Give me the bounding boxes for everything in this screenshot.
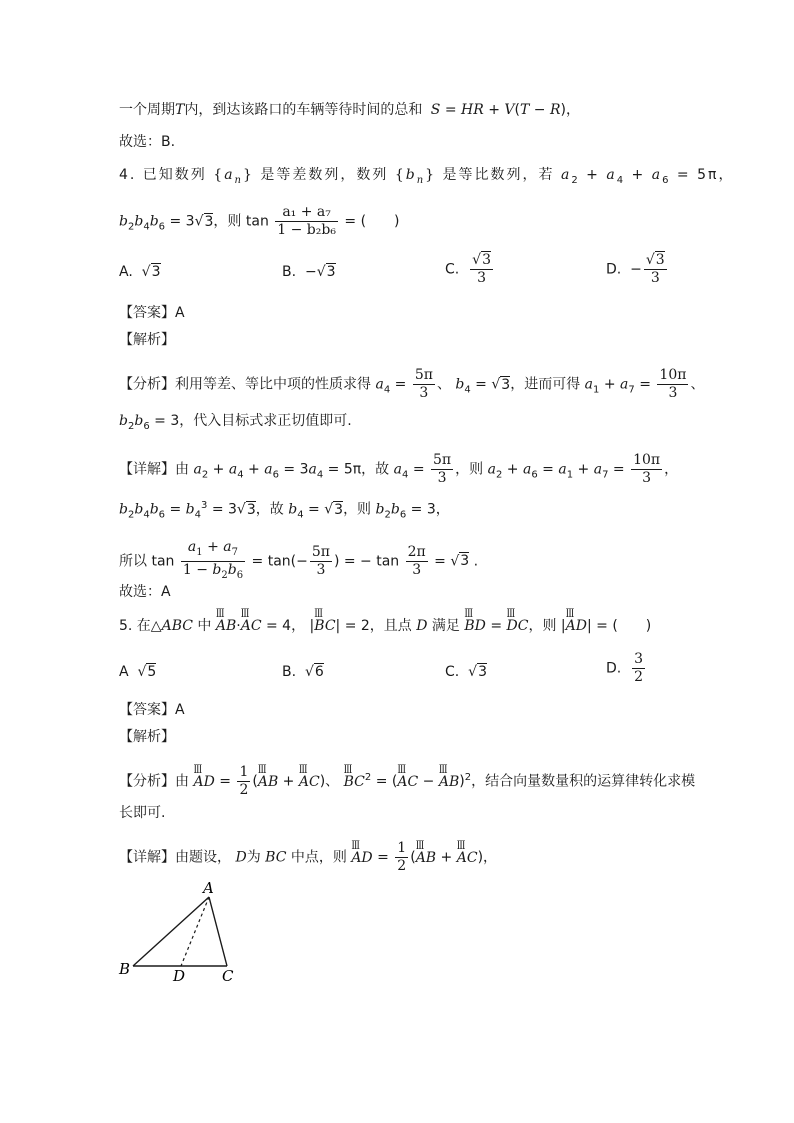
label-b: B <box>119 960 131 978</box>
q4-option-d: D. − $\frac{√3}{3}$ <box>606 252 665 286</box>
q5-analysis-tag: 【解析】 <box>119 729 175 745</box>
q4-xiangjie-line3: 所以 tan $\frac{a_1 + a_7}{1 - b_2b_6}$ = tan(− $\frac{5\pi}{3}$ ) = − tan $\frac{2\pi}{3}$ = √3 . <box>119 539 479 581</box>
q4-fenxi-line2: $b_2b_6 = 3$，代入目标式求正切值即可. <box>119 413 352 432</box>
q4-option-a: A. √3 <box>119 264 161 280</box>
q4-option-b: B. −√3 <box>282 264 336 280</box>
q4-answer-line: 【答案】A <box>119 305 185 321</box>
q5-option-a: A √5 <box>119 664 157 680</box>
median-ad <box>181 897 209 966</box>
prev-conclusion-line: 一个周期T内，到达该路口的车辆等待时间的总和 S = HR + V(T − R)， <box>119 102 581 118</box>
q5-fenxi-line2: 长即可. <box>119 805 166 821</box>
q4-stem-line2: $b_2b_4b_6 = 3√3$，则 tan $\frac{\text{a₁ + a₇}}{\text{1 − b₂b₆}}$ = ( ) <box>119 204 400 238</box>
q4-analysis-tag: 【解析】 <box>119 332 175 348</box>
q4-stem-line1: 4. 已知数列 $\{a_n\}$ 是等差数列，数列 $\{b_n\}$ 是等比数列，若 $a_2 + a_4 + a_6 = 5\pi$， <box>119 167 735 186</box>
q4-option-c: C. $\frac{√3}{3}$ <box>445 252 491 286</box>
q4-xiangjie-line2: $b_2b_4b_6 = b_4^3 = 3√3$，故 $b_4 = √3$，则 $b_2b_6 = 3$， <box>119 500 450 521</box>
prev-choose-line: 故选：B. <box>119 134 176 150</box>
q5-option-c: C. √3 <box>445 664 487 680</box>
q5-fenxi-line1: 【分析】由 ꟾꟾꟾ AD = $\frac{1}{2}$ (ꟾꟾꟾ AB + ꟾꟾꟾ AC)、 ꟾꟾꟾ $BC^2$ = (ꟾꟾꟾ AC − ꟾꟾꟾ AB)$^2$，结合向量数量积的运算律转化求模 <box>119 764 695 799</box>
q5-answer-line: 【答案】A <box>119 702 185 718</box>
label-c: C <box>222 967 234 985</box>
label-a: A <box>203 879 214 897</box>
q5-option-d: D. $\frac{3}{2}$ <box>606 651 644 685</box>
q5-xiangjie-line1: 【详解】由题设， D为 BC 中点，则 ꟾꟾꟾ AD = $\frac{1}{2}$ (ꟾꟾꟾ AB + ꟾꟾꟾ AC)， <box>119 840 497 875</box>
q5-stem: 5. 在△ABC 中 ꟾꟾꟾ AB·ꟾꟾꟾ AC = 4， |ꟾꟾꟾ BC| = 2，且点 D 满足 ꟾꟾꟾ BD = ꟾꟾꟾ DC，则 |ꟾꟾꟾ AD| = ( ) <box>119 616 651 636</box>
q5-option-b: B. √6 <box>282 664 324 680</box>
q4-stem-fraction: $\frac{\text{a₁ + a₇}}{\text{1 − b₂b₆}}$ <box>277 204 336 238</box>
side-ac <box>209 897 227 966</box>
triangle-figure <box>115 878 275 988</box>
q4-fenxi-line1: 【分析】利用等差、等比中项的性质求得 $a_4$ = $\frac{5\pi}{3}$ 、 $b_4 = √3$，进而可得 $a_1 + a_7$ = $\frac{10\pi}{3}$ 、 <box>119 367 705 401</box>
side-ab <box>133 897 209 966</box>
q4-choose-line: 故选：A <box>119 584 171 600</box>
q4-xiangjie-line1: 【详解】由 $a_2 + a_4 + a_6 = 3a_4 = 5\pi$，故 $a_4$ = $\frac{5\pi}{3}$ ，则 $a_2 + a_6 = a_1 + a_7$ = $\frac{10\pi}{3}$ ， <box>119 452 679 486</box>
label-d: D <box>173 967 186 985</box>
